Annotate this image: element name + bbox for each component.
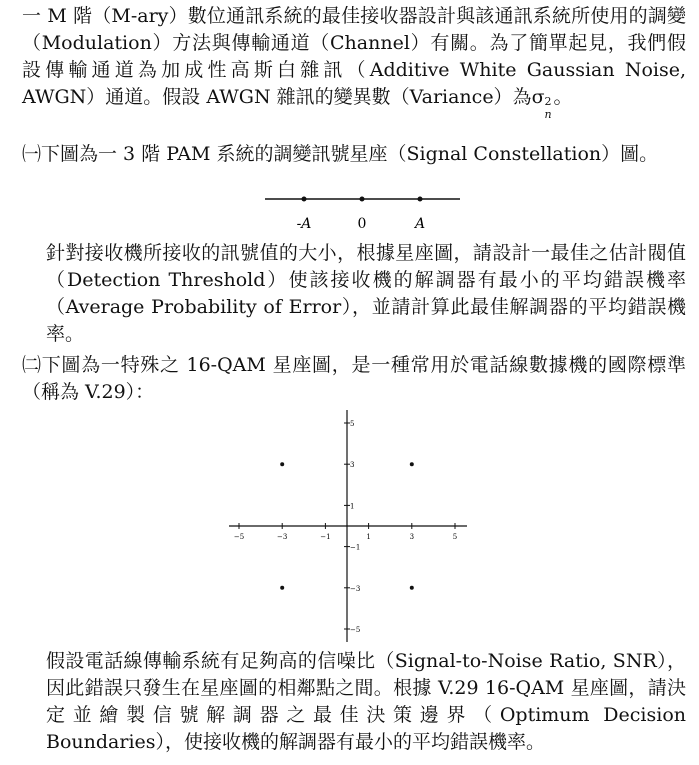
pam-point xyxy=(302,197,307,202)
question-2-text: 下圖為一特殊之 16-QAM 星座圖，是一種常用於電話線數據機的國際標準（稱為 V.29）： xyxy=(22,354,686,403)
qam-x-tick-label: 3 xyxy=(409,533,415,541)
qam-y-tick-label: 5 xyxy=(350,420,355,428)
qam-x-tick-label: 1 xyxy=(366,533,371,541)
noise-variance-symbol xyxy=(531,86,554,121)
intro-text: 一 M 階（M-ary）數位通訊系統的最佳接收器設計與該通訊系統所使用的調變（Modulation）方法與傳輸通道（Channel）有關。為了簡單起見，我們假設傳輸通道為加成性高斯白雜訊（Additive White Gaussian Noise, AWGN）通道。假設 AWGN 雜訊的變異數（Variance）為 xyxy=(22,5,686,108)
pam-point xyxy=(418,197,423,202)
qam-y-tick-label: −3 xyxy=(350,584,361,593)
qam-point xyxy=(280,586,284,590)
variance-superscript: 2 xyxy=(544,95,552,108)
qam-y-tick-label: 3 xyxy=(350,461,355,470)
pam-point-label: 0 xyxy=(357,216,367,232)
intro-period: 。 xyxy=(553,86,573,108)
question-1-marker: ㈠ xyxy=(22,143,42,165)
pam-constellation xyxy=(0,183,699,243)
qam-constellation-chart xyxy=(0,406,699,646)
qam-point xyxy=(410,586,414,590)
sigma-glyph: σ xyxy=(531,86,545,108)
qam-x-tick-label: −3 xyxy=(277,533,288,541)
question-2-body: 假設電話線傳輸系統有足夠高的信噪比（Signal-to-Noise Ratio, SNR），因此錯誤只發生在星座圖的相鄰點之間。根據 V.29 16-QAM 星座圖，請決定並繪製信號解調器之最佳決策邊界（Optimum Decision Boundaries），使接收機的解調器有最小的平均錯誤機率。 xyxy=(46,650,686,753)
qam-y-tick-label: 1 xyxy=(350,502,355,511)
variance-subscript: n xyxy=(544,108,552,121)
pam-point-label: A xyxy=(414,216,426,232)
question-2-heading xyxy=(22,352,686,406)
qam-x-tick-label: 5 xyxy=(452,533,458,541)
question-1-heading xyxy=(22,141,686,168)
question-1-text: 下圖為一 3 階 PAM 系統的調變訊號星座（Signal Constellation）圖。 xyxy=(41,143,659,165)
pam-point xyxy=(360,197,365,202)
qam-x-tick-label: −1 xyxy=(320,533,331,541)
question-2-marker: ㈡ xyxy=(22,354,42,376)
qam-x-tick-label: −5 xyxy=(233,533,245,541)
qam-point xyxy=(280,462,284,466)
pam-point-label: -A xyxy=(296,216,312,232)
qam-y-tick-label: −1 xyxy=(350,543,361,552)
qam-point xyxy=(410,462,414,466)
qam-y-tick-label: −5 xyxy=(350,626,361,634)
question-1-body: 針對接收機所接收的訊號值的大小，根據星座圖，請設計一最佳之估計閥值（Detection Threshold）使該接收機的解調器有最小的平均錯誤機率（Average Probability of Error），並請計算此最佳解調器的平均錯誤機率。 xyxy=(46,242,686,345)
intro-paragraph xyxy=(22,3,686,121)
